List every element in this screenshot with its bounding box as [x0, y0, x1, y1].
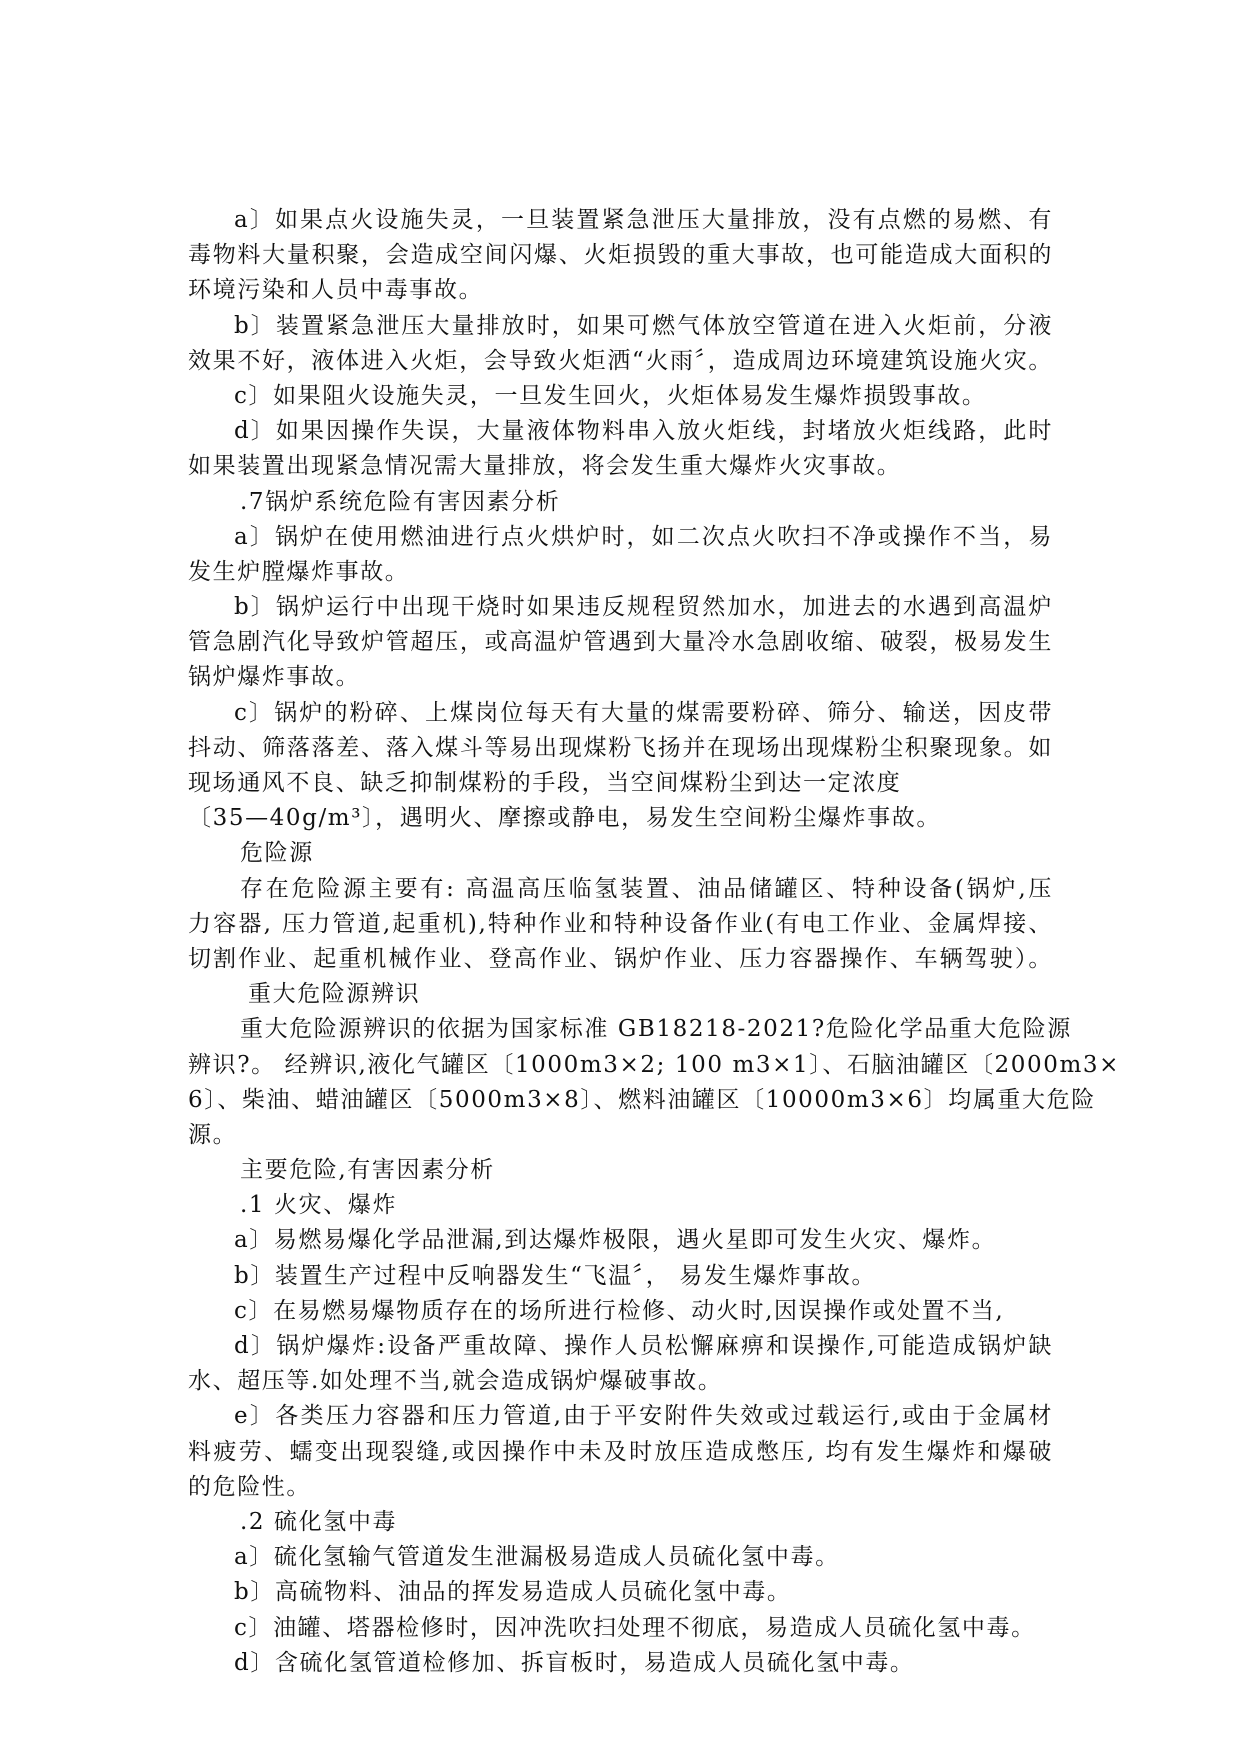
text-line: 6〕、柴油、蜡油罐区〔5000m3×8〕、燃料油罐区〔10000m3×6〕均属重大危险	[188, 1086, 1096, 1113]
text-line: c〕在易燃易爆物质存在的场所进行检修、动火时,因误操作或处置不当,	[234, 1297, 1005, 1324]
text-line: 如果装置出现紧急情况需大量排放，将会发生重大爆炸火灾事故。	[188, 453, 902, 480]
text-line: 锅炉爆炸事故。	[188, 664, 361, 691]
text-line: c〕油罐、塔器检修时，因冲洗吹扫处理不彻底，易造成人员硫化氢中毒。	[234, 1614, 1036, 1641]
text-line: c〕如果阻火设施失灵，一旦发生回火，火炬体易发生爆炸损毁事故。	[234, 382, 987, 409]
text-line: 发生炉膛爆炸事故。	[188, 558, 410, 585]
text-line: c〕锅炉的粉碎、上煤岗位每天有大量的煤需要粉碎、筛分、输送，因皮带	[234, 699, 1053, 726]
text-line: 源。	[188, 1121, 238, 1148]
text-line: .2 硫化氢中毒	[240, 1508, 398, 1535]
text-line: 管急剧汽化导致炉管超压，或高温炉管遇到大量冷水急剧收缩、破裂，极易发生	[188, 629, 1053, 656]
text-line: 毒物料大量积聚，会造成空间闪爆、火炬损毁的重大事故，也可能造成大面积的	[188, 242, 1053, 269]
text-line: .7锅炉系统危险有害因素分析	[240, 488, 561, 515]
text-line: 重大危险源辨识的依据为国家标准 GB18218-2021?危险化学品重大危险源	[240, 1016, 1072, 1043]
text-line: 环境污染和人员中毒事故。	[188, 277, 484, 304]
text-line: 存在危险源主要有: 高温高压临氢装置、油品储罐区、特种设备(锅炉,压	[240, 875, 1053, 902]
text-line: a〕易燃易爆化学品泄漏,到达爆炸极限，遇火星即可发生火灾、爆炸。	[234, 1227, 997, 1254]
text-line: a〕硫化氢输气管道发生泄漏极易造成人员硫化氢中毒。	[234, 1544, 840, 1571]
text-line: 水、超压等.如处理不当,就会造成锅炉爆破事故。	[188, 1368, 723, 1395]
text-line: 抖动、筛落落差、落入煤斗等易出现煤粉飞扬并在现场出现煤粉尘积聚现象。如	[188, 734, 1053, 761]
text-line: 的危险性。	[188, 1473, 311, 1500]
text-line: 危险源	[240, 840, 314, 867]
text-line: 主要危险,有害因素分析	[240, 1157, 495, 1184]
text-line: 切割作业、起重机械作业、登高作业、锅炉作业、压力容器操作、车辆驾驶）。	[188, 945, 1053, 972]
text-line: 效果不好，液体进入火炬，会导致火炬洒“火雨〞，造成周边环境建筑设施火灾。	[188, 347, 1053, 374]
text-line: d〕锅炉爆炸:设备严重故障、操作人员松懈麻痹和误操作,可能造成锅炉缺	[234, 1333, 1053, 1359]
text-line: e〕各类压力容器和压力管道,由于平安附件失效或过载运行,或由于金属材	[234, 1403, 1053, 1430]
text-line: 〔35—40g/m³〕，遇明火、摩擦或静电，易发生空间粉尘爆炸事故。	[188, 805, 941, 832]
text-line: b〕锅炉运行中出现干烧时如果违反规程贸然加水，加进去的水遇到高温炉	[234, 594, 1053, 621]
text-line: b〕装置紧急泄压大量排放时，如果可燃气体放空管道在进入火炬前，分液	[234, 312, 1053, 339]
text-line: b〕装置生产过程中反响器发生“飞温〞， 易发生爆炸事故。	[234, 1262, 877, 1289]
text-line: 辨识?。 经辨识,液化气罐区〔1000m3×2; 100 m3×1〕、石脑油罐区〔2000m3×	[188, 1051, 1120, 1078]
text-line: 料疲劳、蠕变出现裂缝,或因操作中未及时放压造成憋压, 均有发生爆炸和爆破	[188, 1438, 1053, 1465]
text-line: 重大危险源辨识	[248, 981, 421, 1008]
text-line: a〕如果点火设施失灵，一旦装置紧急泄压大量排放，没有点燃的易燃、有	[234, 207, 1053, 233]
document-body	[188, 203, 1120, 1681]
text-line: .1 火灾、爆炸	[240, 1192, 398, 1219]
text-line: d〕如果因操作失误，大量液体物料串入放火炬线，封堵放火炬线路，此时	[234, 418, 1053, 445]
text-line: d〕含硫化氢管道检修加、拆盲板时，易造成人员硫化氢中毒。	[234, 1649, 915, 1676]
text-line: 现场通风不良、缺乏抑制煤粉的手段，当空间煤粉尘到达一定浓度	[188, 770, 902, 796]
text-line: b〕高硫物料、油品的挥发易造成人员硫化氢中毒。	[234, 1579, 792, 1606]
text-line: a〕锅炉在使用燃油进行点火烘炉时，如二次点火吹扫不净或操作不当，易	[234, 523, 1053, 550]
text-line: 力容器, 压力管道,起重机),特种作业和特种设备作业(有电工作业、金属焊接、	[188, 910, 1053, 937]
